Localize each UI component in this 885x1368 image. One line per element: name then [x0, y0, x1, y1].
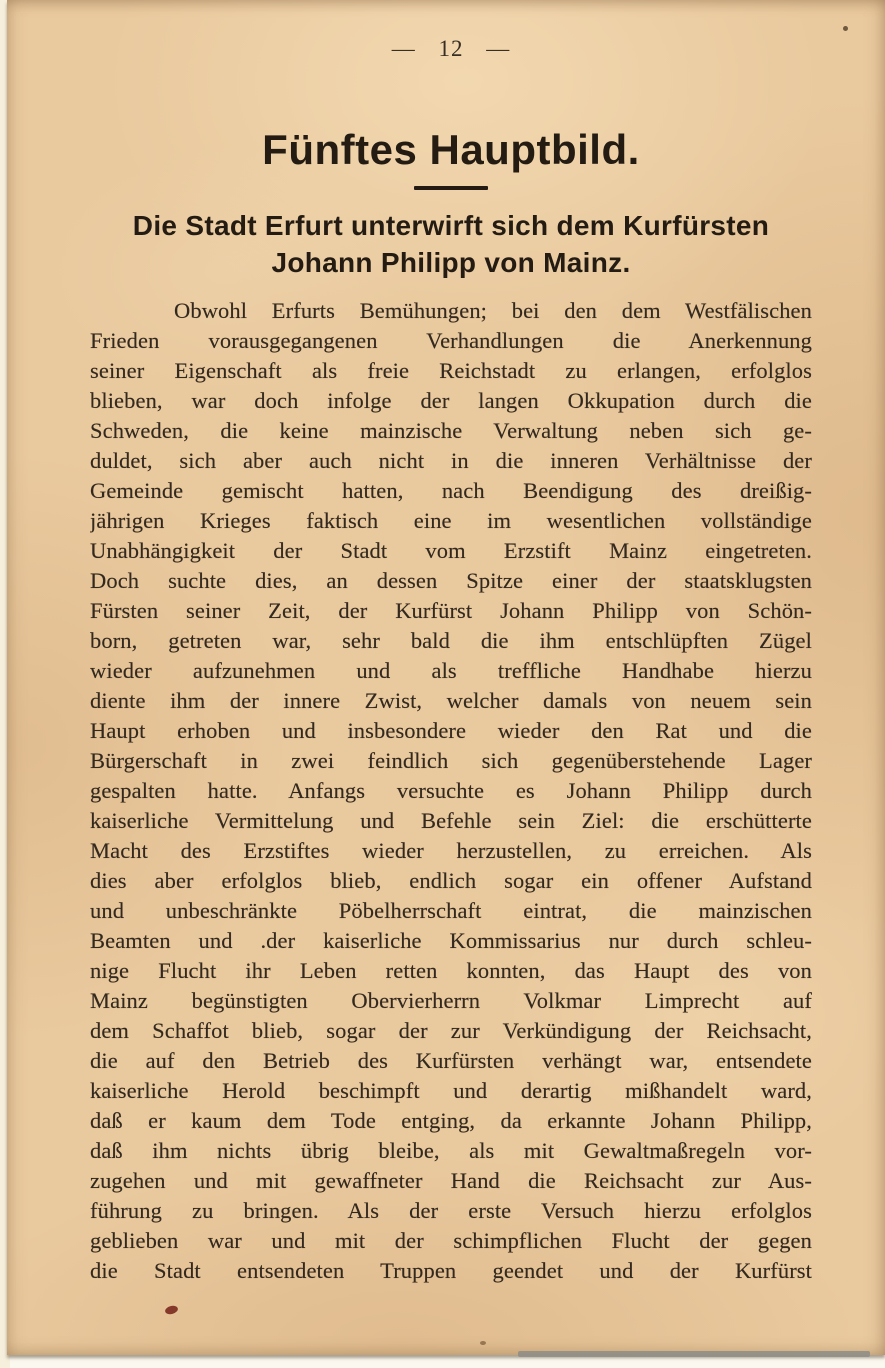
text-line: Beamten und .der kaiserliche Kommissarius nur durch schleu- — [90, 928, 812, 953]
text-line: dem Schaffot blieb, sogar der zur Verkündigung der Reichsacht, — [90, 1018, 812, 1043]
subtitle-line-2: Johann Philipp von Mainz. — [271, 247, 631, 278]
title-rule — [414, 186, 488, 190]
text-line: führung zu bringen. Als der erste Versuch hierzu erfolglos — [90, 1198, 812, 1223]
text-line: Obwohl Erfurts Bemühungen; bei den dem Westfälischen — [174, 298, 812, 323]
text-line: geblieben war und mit der schimpflichen Flucht der gegen — [90, 1228, 812, 1253]
text-line: Unabhängigkeit der Stadt vom Erzstift Mainz eingetreten. — [90, 538, 812, 563]
text-line: kaiserliche Vermittelung und Befehle sein Ziel: die erschütterte — [90, 808, 812, 833]
text-line: diente ihm der innere Zwist, welcher damals von neuem sein — [90, 688, 812, 713]
text-line: Gemeinde gemischt hatten, nach Beendigung des dreißig- — [90, 478, 812, 503]
text-line: Fürsten seiner Zeit, der Kurfürst Johann Philipp von Schön- — [90, 598, 812, 623]
chapter-subtitle — [90, 207, 812, 281]
chapter-title: Fünftes Hauptbild. — [262, 126, 640, 173]
text-line: die auf den Betrieb des Kurfürsten verhängt war, entsendete — [90, 1048, 812, 1073]
text-line: dies aber erfolglos blieb, endlich sogar ein offener Aufstand — [90, 868, 812, 893]
text-line: nige Flucht ihr Leben retten konnten, das Haupt des von — [90, 958, 812, 983]
text-line: Doch suchte dies, an dessen Spitze einer der staatsklugsten — [90, 568, 812, 593]
text-line: Bürgerschaft in zwei feindlich sich gegenüberstehende Lager — [90, 748, 812, 773]
text-line: wieder aufzunehmen und als treffliche Handhabe hierzu — [90, 658, 812, 683]
body-text — [90, 296, 812, 1286]
text-line: gespalten hatte. Anfangs versuchte es Johann Philipp durch — [90, 778, 812, 803]
text-line: jährigen Krieges faktisch eine im wesentlichen vollständige — [90, 508, 812, 533]
text-line: zugehen und mit gewaffneter Hand die Reichsacht zur Aus- — [90, 1168, 812, 1193]
ink-speck — [843, 26, 848, 31]
text-line: Haupt erhoben und insbesondere wieder den Rat und die — [90, 718, 812, 743]
text-line: seiner Eigenschaft als freie Reichstadt zu erlangen, erfolglos — [90, 358, 812, 383]
text-line: daß er kaum dem Tode entging, da erkannte Johann Philipp, — [90, 1108, 812, 1133]
title-rule-wrap — [90, 186, 812, 190]
text-line: Macht des Erzstiftes wieder herzustellen, zu erreichen. Als — [90, 838, 812, 863]
text-line: blieben, war doch infolge der langen Okkupation durch die — [90, 388, 812, 413]
text-line: born, getreten war, sehr bald die ihm entschlüpften Zügel — [90, 628, 812, 653]
text-line: kaiserliche Herold beschimpft und derartig mißhandelt ward, — [90, 1078, 812, 1103]
text-line: duldet, sich aber auch nicht in die inneren Verhältnisse der — [90, 448, 812, 473]
scan-edge-bar — [518, 1351, 870, 1357]
subtitle-line-1: Die Stadt Erfurt unterwirft sich dem Kurfürsten — [132, 210, 770, 241]
text-line: Mainz begünstigten Obervierherrn Volkmar Limprecht auf — [90, 988, 812, 1013]
text-line: die Stadt entsendeten Truppen geendet und der Kurfürst — [90, 1258, 812, 1283]
text-line: daß ihm nichts übrig bleibe, als mit Gewaltmaßregeln vor- — [90, 1138, 812, 1163]
paper-sheet — [7, 0, 885, 1355]
page-number: — 12 — — [391, 36, 511, 61]
ink-speck — [480, 1341, 486, 1345]
text-line: und unbeschränkte Pöbelherrschaft eintrat, die mainzischen — [90, 898, 812, 923]
text-line: Frieden vorausgegangenen Verhandlungen die Anerkennung — [90, 328, 812, 353]
text-line: Schweden, die keine mainzische Verwaltung neben sich ge- — [90, 418, 812, 443]
